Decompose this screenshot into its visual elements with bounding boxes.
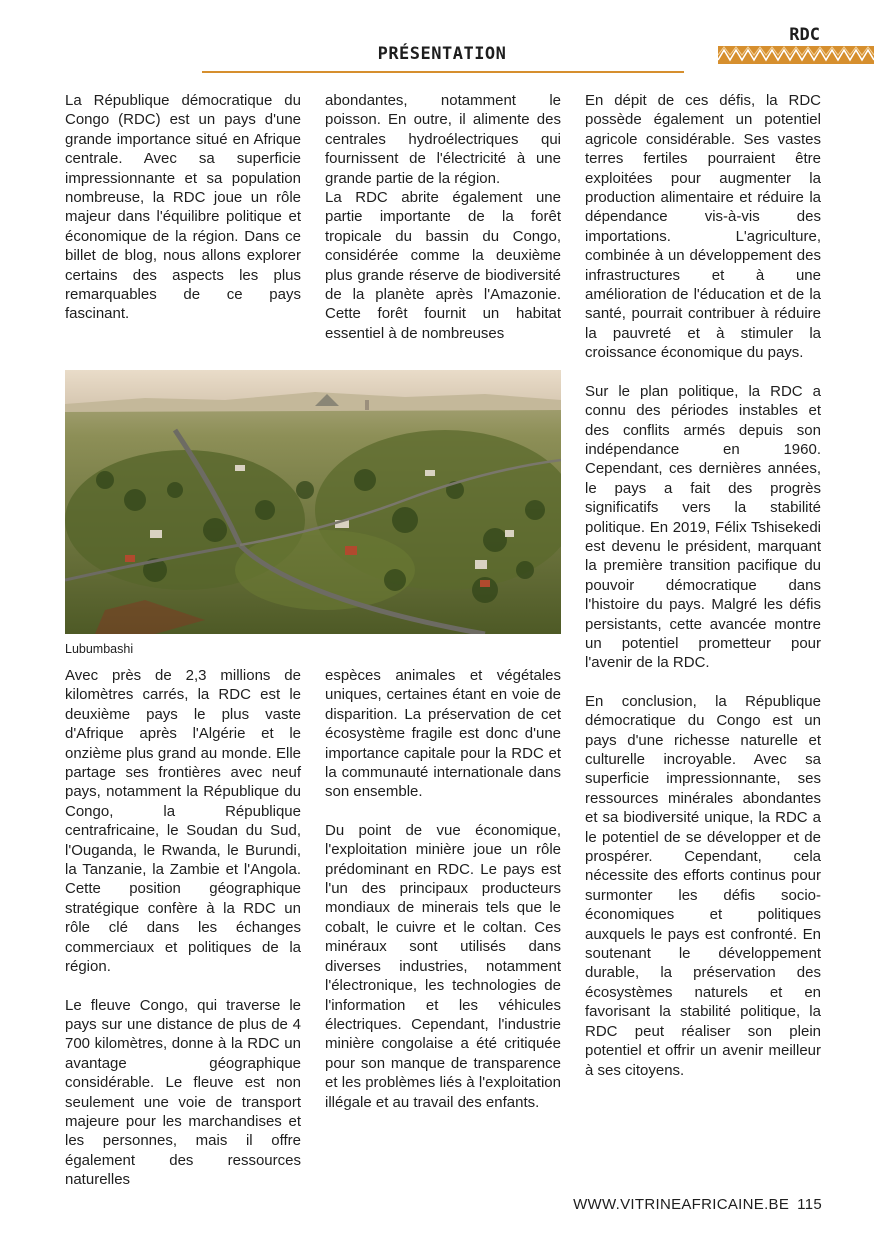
paragraph: La RDC abrite également une partie importante de la forêt tropicale du bassin du Congo, considérée comme la deuxième plus grande réserve de biodiversité de la planète après l'Amazonie. Cette forêt fournit un habitat essentiel à de nombreuses (325, 189, 561, 342)
column-a-top (65, 91, 301, 324)
photo-caption: Lubumbashi (65, 642, 134, 656)
column-c (585, 91, 821, 1080)
paragraph: Sur le plan politique, la RDC a connu des périodes instables et des conflits armés depuis son indépendance en 1960. Cependant, ces dernières années, le pays a fait des progrès significatifs vers la stabilité politique. En 2019, Félix Tshisekedi est devenu le président, marquant la première transition pacifique du pouvoir démocratique dans l'histoire du pays. Malgré les défis persistants, cette avancée montre un potentiel prometteur pour l'avenir de la RDC. (585, 382, 821, 672)
paragraph: En dépit de ces défis, la RDC possède également un potentiel agricole considérable. Ses vastes terres fertiles pourraient être exploitées pour augmenter la production alimentaire et réduire la dépendance vis-à-vis des importations. L'agriculture, combinée à un développement des infrastructures et à une amélioration de l'éducation et de la santé, pourrait contribuer à réduire la pauvreté et à stimuler la croissance économique du pays. (585, 92, 821, 362)
city-aerial-photo (65, 370, 561, 634)
section-tag: RDC (789, 25, 820, 45)
paragraph: Du point de vue économique, l'exploitation minière joue un rôle prédominant en RDC. Le pays est l'un des principaux producteurs mondiaux de minerais tels que le cobalt, le cuivre et le coltan. Ces minéraux sont utilisés dans diverses industries, notamment l'électronique, les technologies de l'information et les véhicules électriques. Cependant, l'industrie minière congolaise a été critiquée pour son manque de transparence et les problèmes liés à l'exploitation illégale et au travail des enfants. (325, 821, 561, 1111)
paragraph: Le fleuve Congo, qui traverse le pays sur une distance de plus de 4 700 kilomètres, donne à la RDC un avantage géographique considérable. Le fleuve est non seulement une voie de transport majeure pour les marchandises et les personnes, mais il offre également des ressources naturelles (65, 996, 301, 1189)
column-a-bottom (65, 666, 301, 1190)
zigzag-ornament-icon (718, 46, 874, 64)
paragraph: La République démocratique du Congo (RDC) est un pays d'une grande importance situé en Afrique centrale. Avec sa superficie impressionnante et sa population nombreuse, la RDC joue un rôle majeur dans l'équilibre politique et économique de la région. Dans ce billet de blog, nous allons explorer certains des aspects les plus remarquables de ce pays fascinant. (65, 92, 301, 323)
page-number: 115 (797, 1196, 822, 1213)
column-b-bottom (325, 666, 561, 1112)
header-rule (202, 71, 684, 73)
paragraph: En conclusion, la République démocratique du Congo est un pays d'une richesse naturelle et culturelle incroyable. Avec sa superficie impressionnante, ses ressources minérales abondantes et sa biodiversité unique, la RDC a le potentiel de se développer et de prospérer. Cependant, cela nécessite des efforts continus pour surmonter les défis socio-économiques et politiques auxquels le pays est confronté. En soutenant le développement durable, la préservation des écosystèmes naturels et en favorisant la stabilité politique, la RDC peut réaliser son plein potentiel et offrir un avenir meilleur à ses citoyens. (585, 692, 821, 1079)
paragraph: Avec près de 2,3 millions de kilomètres carrés, la RDC est le deuxième pays le plus vaste d'Afrique après l'Algérie et le onzième plus grand au monde. Elle partage ses frontières avec neuf pays, notamment la République du Congo, la République centrafricaine, le Soudan du Sud, l'Ouganda, le Rwanda, le Burundi, la Tanzanie, la Zambie et l'Angola. Cette position géographique stratégique confère à la RDC un rôle clé dans les échanges commerciaux et politiques de la région. (65, 667, 301, 976)
paragraph: espèces animales et végétales uniques, certaines étant en voie de disparition. La préservation de cet écosystème fragile est donc d'une importance capitale pour la RDC et la communauté internationale dans son ensemble. (325, 667, 561, 801)
page-footer (573, 1196, 822, 1213)
section-title: PRÉSENTATION (377, 44, 507, 64)
aerial-photo-illustration (65, 370, 561, 634)
paragraph: abondantes, notamment le poisson. En outre, il alimente des centrales hydroélectriques qui fournissent de l'électricité à une grande partie de la région. (325, 92, 561, 187)
website-link[interactable]: WWW.VITRINEAFRICAINE.BE (573, 1196, 790, 1213)
column-b-top (325, 91, 561, 343)
